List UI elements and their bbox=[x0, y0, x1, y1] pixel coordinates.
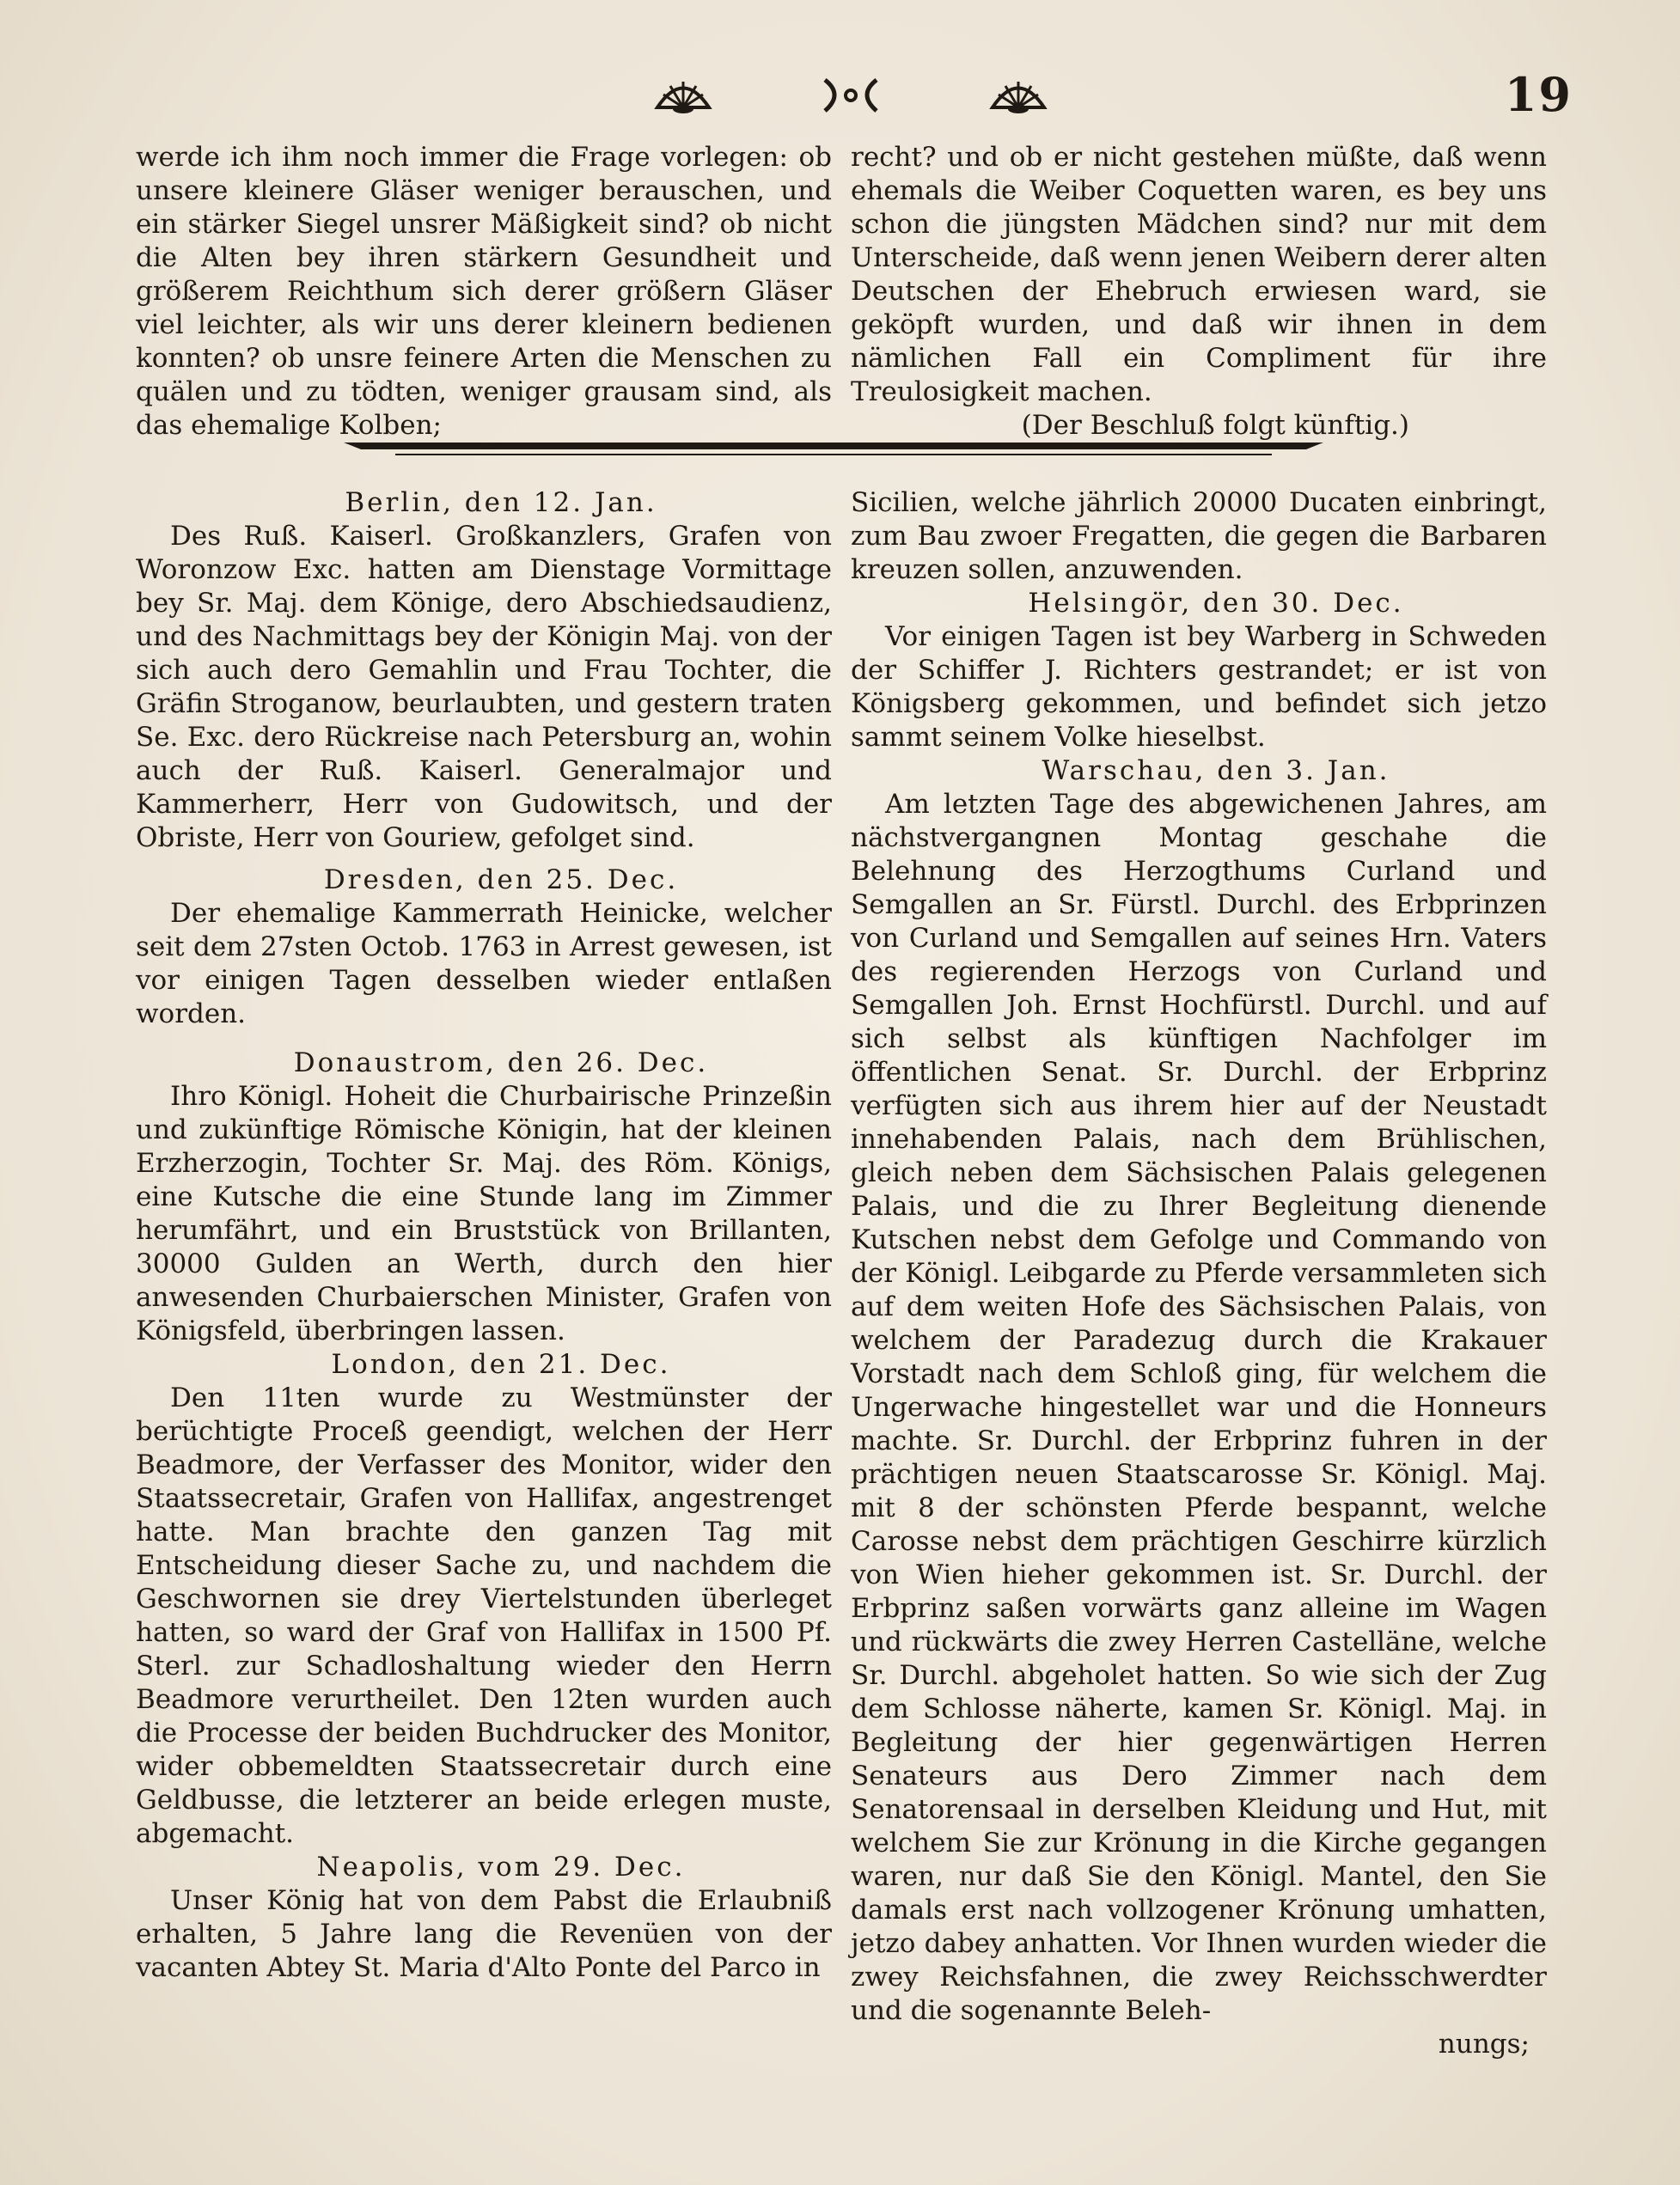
top-left-column bbox=[136, 141, 832, 442]
dateline-berlin: Berlin, den 12. Jan. bbox=[345, 487, 657, 518]
dateline-london: London, den 21. Dec. bbox=[331, 1349, 671, 1380]
left-news-column bbox=[136, 486, 832, 1985]
section-divider-rule bbox=[344, 437, 1323, 458]
news-item-neapolis: Unser König hat von dem Pabst die Erlaubniß erhalten, 5 Jahre lang die Revenüen von der vacanten Abtey St. Maria d'Alto Ponte del Parco in bbox=[136, 1885, 832, 1983]
news-item-london: Den 11ten wurde zu Westmünster der berüchtigte Proceß geendigt, welchen der Herr Beadmore, der Verfasser des Monitor, wider den Staatssecretair, Grafen von Hallifax, angestrenget hatte. Man brachte den ganzen Tag mit Entscheidung dieser Sache zu, und nachdem die Geschwornen sie drey Viertelstunden überleget hatten, so ward der Graf von Hallifax in 1500 Pf. Sterl. zur Schadloshaltung wieder den Herrn Beadmore verurtheilet. Den 12ten wurden auch die Processe der beiden Buchdrucker des Monitor, wider obbemeldten Staatssecretair durch eine Geldbusse, die letzterer an beide erlegen muste, abgemacht. bbox=[136, 1382, 832, 1849]
dateline-neapolis: Neapolis, vom 29. Dec. bbox=[316, 1852, 686, 1883]
article-continuation-right: recht? und ob er nicht gestehen müßte, daß wenn ehemals die Weiber Coquetten waren, es bey uns schon die jüngsten Mädchen sind? nur mit dem Unterscheide, daß wenn jenen Weibern derer alten Deutschen der Ehebruch erwiesen ward, sie geköpft wurden, und daß wir ihnen in dem nämlichen Fall ein Compliment für ihre Treulosigkeit machen. bbox=[851, 142, 1547, 407]
shell-ornament-left-icon bbox=[653, 73, 713, 116]
dateline-warschau: Warschau, den 3. Jan. bbox=[1042, 755, 1390, 786]
news-item-dresden: Der ehemalige Kammerrath Heinicke, welcher seit dem 27sten Octob. 1763 in Arrest gewesen, ist vor einigen Tagen desselben wieder entlaßen worden. bbox=[136, 898, 832, 1029]
news-item-neapolis-continued: Sicilien, welche jährlich 20000 Ducaten einbringt, zum Bau zwoer Fregatten, die gegen die Barbaren kreuzen sollen, anzuwenden. bbox=[851, 487, 1547, 585]
dateline-dresden: Dresden, den 25. Dec. bbox=[323, 864, 679, 895]
scroll-ornament-icon bbox=[816, 73, 885, 116]
continuation-note: (Der Beschluß folgt künftig.) bbox=[1021, 410, 1409, 441]
news-item-berlin: Des Ruß. Kaiserl. Großkanzlers, Grafen von Woronzow Exc. hatten am Dienstage Vormittage bey Sr. Maj. dem Könige, dero Abschiedsaudienz, und des Nachmittags bey der Königin Maj. von der sich auch dero Gemahlin und Frau Tochter, die Gräfin Stroganow, beurlaubten, und gestern traten Se. Exc. dero Rückreise nach Petersburg an, wohin auch der Ruß. Kaiserl. Generalmajor und Kammerherr, Herr von Gudowitsch, und der Obriste, Herr von Gouriew, gefolget sind. bbox=[136, 521, 832, 853]
page-number: 19 bbox=[1504, 67, 1573, 122]
news-item-helsingoer: Vor einigen Tagen ist bey Warberg in Schweden der Schiffer J. Richters gestrandet; er ist von Königsberg gekommen, und befindet sich jetzo sammt seinem Volke hieselbst. bbox=[851, 621, 1547, 753]
top-right-column bbox=[851, 141, 1547, 442]
catchword: nungs; bbox=[1438, 2029, 1530, 2060]
news-item-warschau: Am letzten Tage des abgewichenen Jahres, am nächstvergangnen Montag geschahe die Belehnung des Herzogthums Curland und Semgallen an Sr. Fürstl. Durchl. des Erbprinzen von Curland und Semgallen auf seines Hrn. Vaters des regierenden Herzogs von Curland und Semgallen Joh. Ernst Hochfürstl. Durchl. und auf sich selbst als künftigen Nachfolger im öffentlichen Senat. Sr. Durchl. der Erbprinz verfügten sich aus ihrem hier auf der Neustadt innehabenden Palais, nach dem Brühlischen, gleich neben dem Sächsischen Palais gelegenen Palais, und die zu Ihrer Begleitung dienende Kutschen nebst dem Gefolge und Commando von der Königl. Leibgarde zu Pferde versammleten sich auf dem weiten Hofe des Sächsischen Palais, von welchem der Paradezug durch die Krakauer Vorstadt nach dem Schloß ging, für welchem die Ungerwache hingestellet war und die Honneurs machte. Sr. Durchl. der Erbprinz fuhren in der prächtigen neuen Staatscarosse Sr. Königl. Maj. mit 8 der schönsten Pferde bespannt, welche Carosse nebst dem prächtigen Geschirre kürzlich von Wien hieher gekommen ist. Sr. Durchl. der Erbprinz saßen vorwärts ganz alleine im Wagen und rückwärts die zwey Herren Castelläne, welche Sr. Durchl. abgeholet hatten. So wie sich der Zug dem Schlosse näherte, kamen Sr. Königl. Maj. in Begleitung der hier gegenwärtigen Herren Senateurs aus Dero Zimmer nach dem Senatorensaal in derselben Kleidung und Hut, mit welchem Sie zur Krönung in die Kirche gegangen waren, nur daß Sie den Königl. Mantel, den Sie damals erst nach vollzogener Krönung umhatten, jetzo dabey anhatten. Vor Ihnen wurden wieder die zwey Reichsfahnen, die zwey Reichsschwerdter und die sogenannte Beleh- bbox=[851, 789, 1547, 2026]
shell-ornament-right-icon bbox=[988, 73, 1048, 116]
dateline-donaustrom: Donaustrom, den 26. Dec. bbox=[293, 1047, 709, 1078]
header-ornaments bbox=[653, 60, 1048, 129]
right-news-column bbox=[851, 486, 1547, 2061]
news-item-donaustrom: Ihro Königl. Hoheit die Churbairische Prinzeßin und zukünftige Römische Königin, hat der kleinen Erzherzogin, Tochter Sr. Maj. des Röm. Königs, eine Kutsche die eine Stunde lang im Zimmer herumfährt, und ein Bruststück von Brillanten, 30000 Gulden an Werth, durch den hier anwesenden Churbaierschen Minister, Grafen von Königsfeld, überbringen lassen. bbox=[136, 1081, 832, 1346]
dateline-helsingoer: Helsingör, den 30. Dec. bbox=[1028, 588, 1404, 619]
article-continuation-left: werde ich ihm noch immer die Frage vorlegen: ob unsere kleinere Gläser weniger berauschen, und ein stärker Siegel unsrer Mäßigkeit sind? ob nicht die Alten bey ihren stärkern Gesundheit und größerem Reichthum sich derer größern Gläser viel leichter, als wir uns derer kleinern bedienen konnten? ob unsre feinere Arten die Menschen zu quälen und zu tödten, weniger grausam sind, als das ehemalige Kolben; bbox=[136, 142, 832, 441]
